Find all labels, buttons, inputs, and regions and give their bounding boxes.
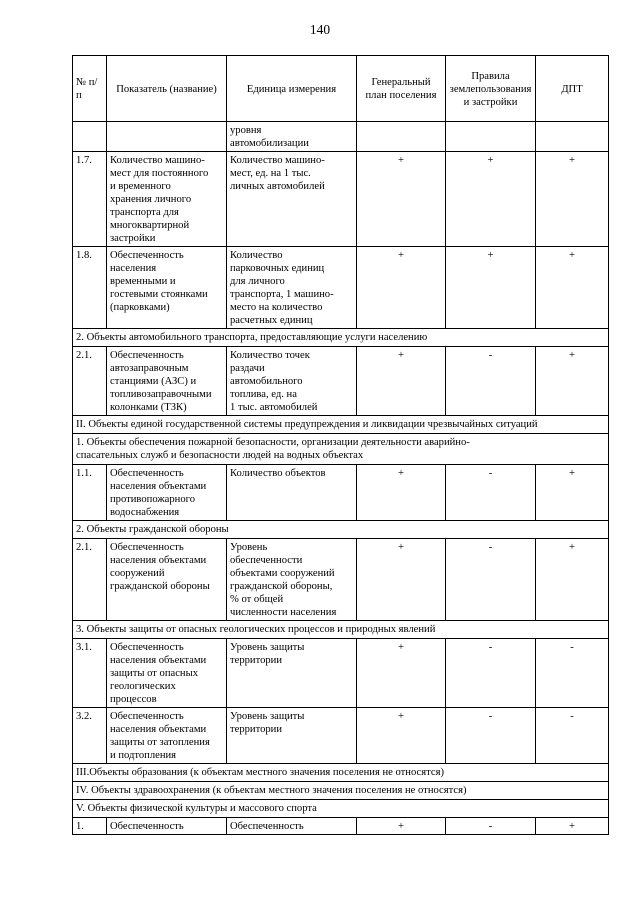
row-number: 1.8. bbox=[73, 247, 107, 329]
section-heading: 1. Объекты обеспечения пожарной безопасности, организации деятельности аварийно- спасательных служб и безопасности людей на водных объектах bbox=[73, 434, 609, 465]
unit-cell: Уровень защиты территории bbox=[227, 708, 357, 764]
header-dpt: ДПТ bbox=[536, 56, 609, 122]
general-plan-mark: + bbox=[357, 708, 446, 764]
section-heading: IV. Объекты здравоохранения (к объектам местного значения поселения не относятся) bbox=[73, 782, 609, 800]
section-row bbox=[73, 764, 609, 782]
rules-mark: - bbox=[446, 465, 536, 521]
dpt-mark: + bbox=[536, 152, 609, 247]
section-heading: III.Объекты образования (к объектам местного значения поселения не относятся) bbox=[73, 764, 609, 782]
general-plan-mark: + bbox=[357, 347, 446, 416]
table-header-row bbox=[73, 56, 609, 122]
rules-mark: - bbox=[446, 539, 536, 621]
row-number: 2.1. bbox=[73, 347, 107, 416]
rules-mark: + bbox=[446, 247, 536, 329]
row-number: 2.1. bbox=[73, 539, 107, 621]
row-number: 1.7. bbox=[73, 152, 107, 247]
table-row bbox=[73, 708, 609, 764]
dpt-mark: - bbox=[536, 708, 609, 764]
dpt-mark: - bbox=[536, 639, 609, 708]
table-row bbox=[73, 539, 609, 621]
section-row bbox=[73, 800, 609, 818]
dpt-mark: + bbox=[536, 818, 609, 835]
section-row bbox=[73, 521, 609, 539]
unit-cell: Количество машино- мест, ед. на 1 тыс. личных автомобилей bbox=[227, 152, 357, 247]
indicator-cell: Обеспеченность автозаправочным станциями (АЗС) и топливозаправочными колонками (ТЗК) bbox=[107, 347, 227, 416]
dpt-mark: + bbox=[536, 465, 609, 521]
dpt-mark: + bbox=[536, 347, 609, 416]
unit-cell: Количество парковочных единиц для личного транспорта, 1 машино- место на количество расчетных единиц bbox=[227, 247, 357, 329]
row-number bbox=[73, 122, 107, 152]
section-heading: 2. Объекты автомобильного транспорта, предоставляющие услуги населению bbox=[73, 329, 609, 347]
indicator-table bbox=[72, 55, 609, 835]
table-row bbox=[73, 818, 609, 835]
rules-mark bbox=[446, 122, 536, 152]
dpt-mark: + bbox=[536, 247, 609, 329]
indicator-cell: Обеспеченность bbox=[107, 818, 227, 835]
general-plan-mark: + bbox=[357, 247, 446, 329]
general-plan-mark: + bbox=[357, 465, 446, 521]
table-row bbox=[73, 347, 609, 416]
dpt-mark: + bbox=[536, 539, 609, 621]
general-plan-mark: + bbox=[357, 818, 446, 835]
section-row bbox=[73, 329, 609, 347]
unit-cell: Количество объектов bbox=[227, 465, 357, 521]
section-row bbox=[73, 621, 609, 639]
unit-cell: Обеспеченность bbox=[227, 818, 357, 835]
section-row bbox=[73, 416, 609, 434]
row-number: 3.1. bbox=[73, 639, 107, 708]
table-row bbox=[73, 152, 609, 247]
section-row bbox=[73, 782, 609, 800]
header-general-plan: Генеральный план поселения bbox=[357, 56, 446, 122]
header-unit: Единица измерения bbox=[227, 56, 357, 122]
indicator-cell: Обеспеченность населения объектами сооружений гражданской обороны bbox=[107, 539, 227, 621]
general-plan-mark: + bbox=[357, 539, 446, 621]
indicator-cell: Обеспеченность населения объектами противопожарного водоснабжения bbox=[107, 465, 227, 521]
rules-mark: + bbox=[446, 152, 536, 247]
header-num: № п/п bbox=[73, 56, 107, 122]
table-row bbox=[73, 465, 609, 521]
row-number: 1.1. bbox=[73, 465, 107, 521]
unit-cell: Уровень защиты территории bbox=[227, 639, 357, 708]
general-plan-mark bbox=[357, 122, 446, 152]
row-number: 1. bbox=[73, 818, 107, 835]
section-heading: II. Объекты единой государственной системы предупреждения и ликвидации чрезвычайных ситуаций bbox=[73, 416, 609, 434]
table-row bbox=[73, 247, 609, 329]
rules-mark: - bbox=[446, 708, 536, 764]
section-heading: 2. Объекты гражданской обороны bbox=[73, 521, 609, 539]
rules-mark: - bbox=[446, 639, 536, 708]
general-plan-mark: + bbox=[357, 639, 446, 708]
indicator-cell bbox=[107, 122, 227, 152]
page-number: 140 bbox=[309, 22, 331, 37]
indicator-cell: Обеспеченность населения временными и гостевыми стоянками (парковками) bbox=[107, 247, 227, 329]
unit-cell: уровня автомобилизации bbox=[227, 122, 357, 152]
section-heading: 3. Объекты защиты от опасных геологических процессов и природных явлений bbox=[73, 621, 609, 639]
dpt-mark bbox=[536, 122, 609, 152]
table-body bbox=[73, 122, 609, 835]
table-row bbox=[73, 122, 609, 152]
section-heading: V. Объекты физической культуры и массового спорта bbox=[73, 800, 609, 818]
section-row bbox=[73, 434, 609, 465]
table-row bbox=[73, 639, 609, 708]
indicator-cell: Количество машино- мест для постоянного и временного хранения личного транспорта для многоквартирной застройки bbox=[107, 152, 227, 247]
unit-cell: Уровень обеспеченности объектами сооружений гражданской обороны, % от общей численности населения bbox=[227, 539, 357, 621]
rules-mark: - bbox=[446, 818, 536, 835]
unit-cell: Количество точек раздачи автомобильного топлива, ед. на 1 тыс. автомобилей bbox=[227, 347, 357, 416]
header-indicator: Показатель (название) bbox=[107, 56, 227, 122]
general-plan-mark: + bbox=[357, 152, 446, 247]
header-rules: Правила землепользования и застройки bbox=[446, 56, 536, 122]
indicator-cell: Обеспеченность населения объектами защиты от затопления и подтопления bbox=[107, 708, 227, 764]
row-number: 3.2. bbox=[73, 708, 107, 764]
indicator-cell: Обеспеченность населения объектами защиты от опасных геологических процессов bbox=[107, 639, 227, 708]
rules-mark: - bbox=[446, 347, 536, 416]
